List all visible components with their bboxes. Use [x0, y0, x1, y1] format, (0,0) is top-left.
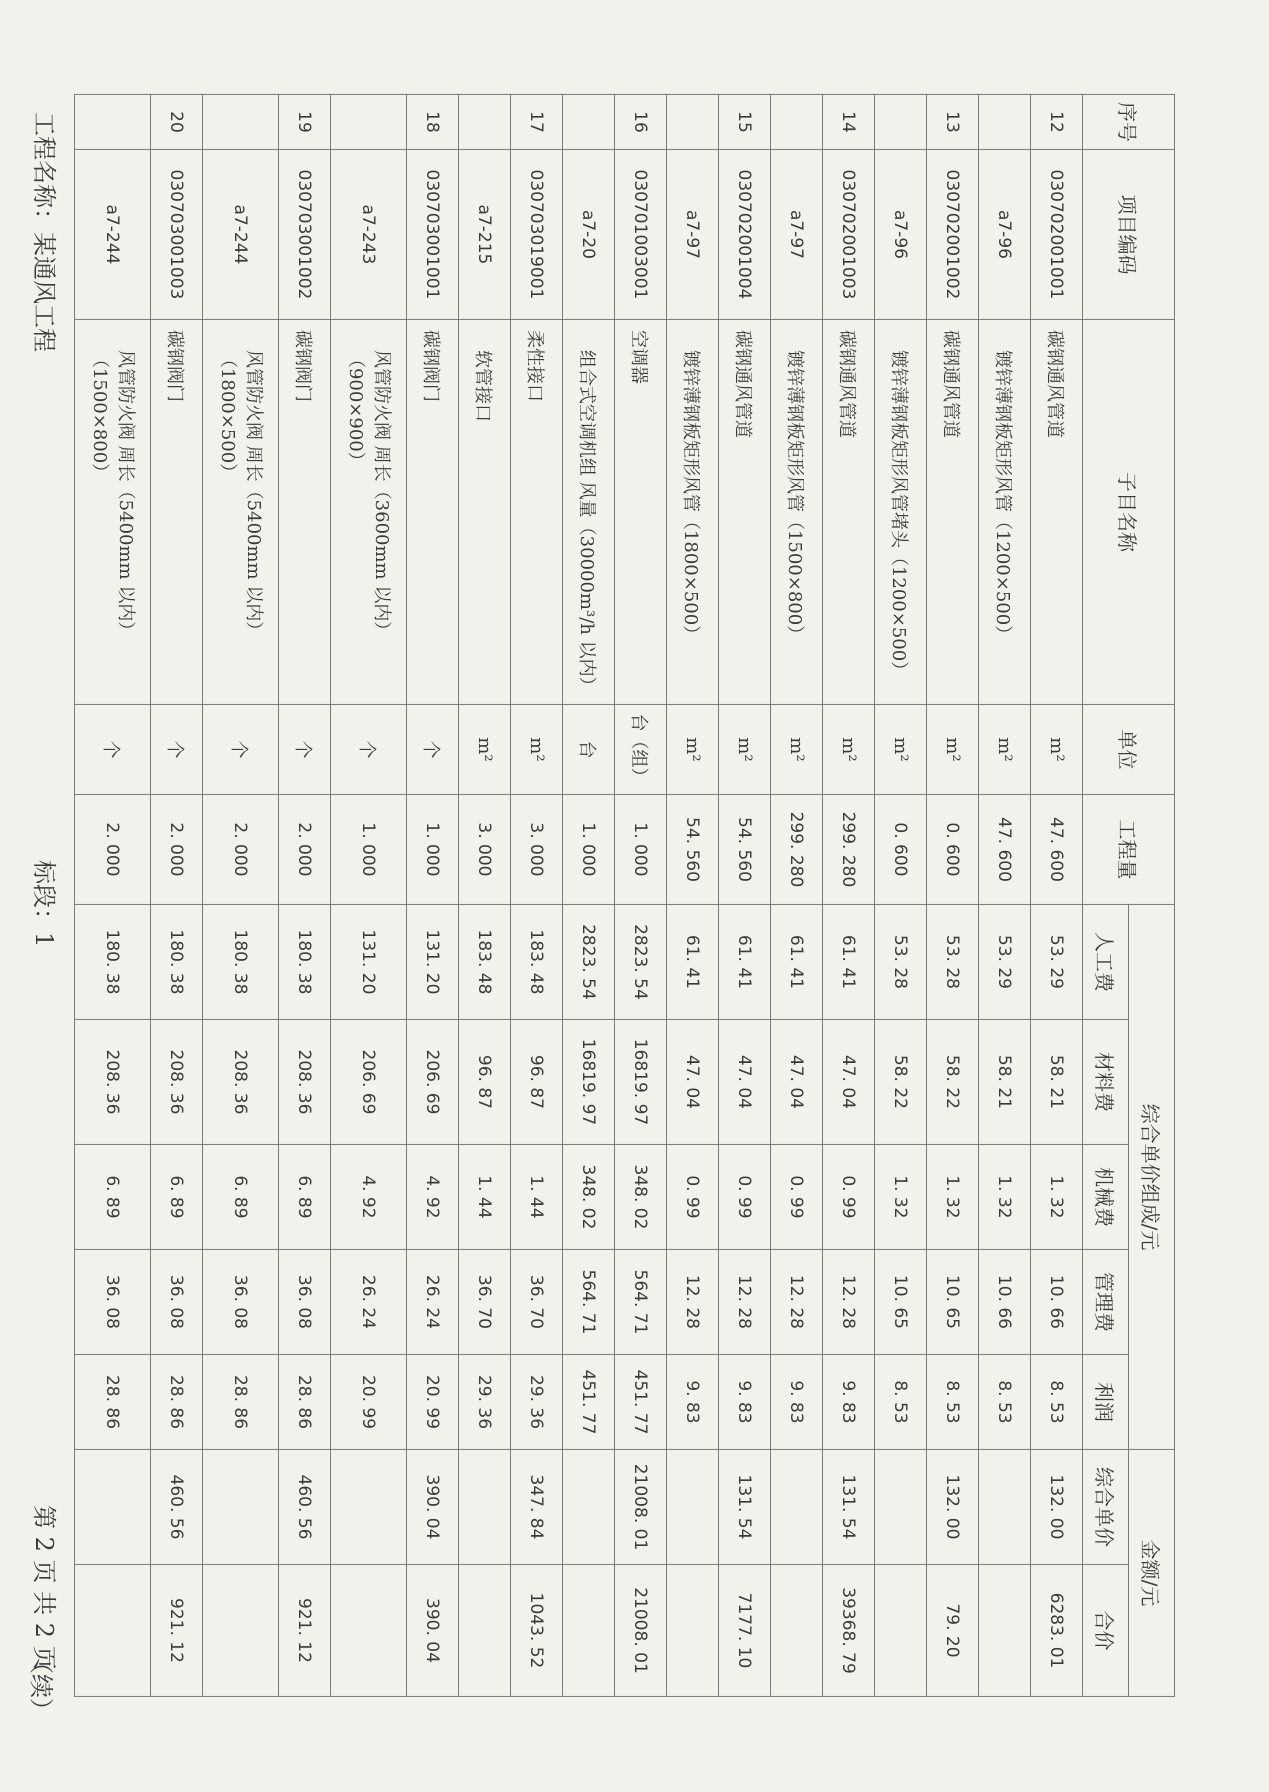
cell-name: 风管防火阀 周长（3600mm 以内）（900×900） [331, 319, 407, 704]
cell-seq: 16 [615, 94, 667, 149]
cell-code: 030702001002 [927, 149, 979, 319]
cell-labor: 131. 20 [407, 904, 459, 1019]
cell-name: 组合式空调机组 风量（30000m³/h 以内） [563, 319, 615, 704]
table-row [771, 94, 823, 1696]
table-row [667, 94, 719, 1696]
cell-material: 96. 87 [459, 1019, 511, 1144]
cell-machine: 0. 99 [823, 1144, 875, 1249]
cell-qty: 299. 280 [823, 794, 875, 904]
cell-machine: 6. 89 [203, 1144, 279, 1249]
cell-unit: m² [719, 704, 771, 794]
cell-name: 碳钢通风管道 [719, 319, 771, 704]
cell-machine: 0. 99 [771, 1144, 823, 1249]
cell-code: a7-96 [979, 149, 1031, 319]
cell-material: 47. 04 [667, 1019, 719, 1144]
cell-code: a7-244 [203, 149, 279, 319]
cell-seq: 12 [1031, 94, 1083, 149]
cell-labor: 53. 29 [979, 904, 1031, 1019]
cell-unit-price [331, 1450, 407, 1565]
cell-management: 36. 08 [203, 1249, 279, 1354]
cell-seq [459, 94, 511, 149]
col-name: 子目名称 [1083, 319, 1175, 704]
cell-unit-price [979, 1450, 1031, 1565]
cell-unit-price: 131. 54 [823, 1450, 875, 1565]
cell-labor: 2823. 54 [615, 904, 667, 1019]
table-row [719, 94, 771, 1696]
cell-total [75, 1565, 151, 1697]
cell-labor: 131. 20 [331, 904, 407, 1019]
cell-management: 10. 66 [979, 1249, 1031, 1354]
col-total: 合价 [1083, 1565, 1129, 1697]
cell-management: 12. 28 [771, 1249, 823, 1354]
cell-qty: 2. 000 [279, 794, 331, 904]
section-label: 标段：1 [30, 860, 58, 948]
cell-name: 镀锌薄钢板矩形风管（1200×500） [979, 319, 1031, 704]
cell-profit: 28. 86 [75, 1354, 151, 1449]
cell-total: 39368. 79 [823, 1565, 875, 1697]
cell-code: 030703001002 [279, 149, 331, 319]
cell-management: 12. 28 [719, 1249, 771, 1354]
pricing-table-wrapper [74, 95, 1162, 1697]
cell-seq [979, 94, 1031, 149]
cell-unit: 个 [151, 704, 203, 794]
cell-unit: m² [511, 704, 563, 794]
cell-profit: 20. 99 [407, 1354, 459, 1449]
cell-total [563, 1565, 615, 1697]
cell-material: 206. 69 [331, 1019, 407, 1144]
cell-unit-price: 460. 56 [151, 1450, 203, 1565]
cell-unit-price: 131. 54 [719, 1450, 771, 1565]
cell-unit-price [667, 1450, 719, 1565]
cell-machine: 4. 92 [407, 1144, 459, 1249]
cell-code: 030701003001 [615, 149, 667, 319]
cell-unit-price: 132. 00 [1031, 1450, 1083, 1565]
cell-seq [563, 94, 615, 149]
cell-seq: 19 [279, 94, 331, 149]
cell-unit: 个 [279, 704, 331, 794]
table-row [875, 94, 927, 1696]
cell-labor: 53. 29 [1031, 904, 1083, 1019]
cell-unit: m² [771, 704, 823, 794]
cell-seq [771, 94, 823, 149]
cell-name: 镀锌薄钢板矩形风管（1500×800） [771, 319, 823, 704]
cell-material: 208. 36 [75, 1019, 151, 1144]
col-management: 管理费 [1083, 1249, 1129, 1354]
cell-management: 36. 08 [279, 1249, 331, 1354]
table-row [75, 94, 151, 1696]
cell-name: 碳钢阀门 [279, 319, 331, 704]
table-row [407, 94, 459, 1696]
cell-material: 206. 69 [407, 1019, 459, 1144]
cell-labor: 53. 28 [927, 904, 979, 1019]
cell-unit: m² [459, 704, 511, 794]
cell-unit-price: 460. 56 [279, 1450, 331, 1565]
cell-unit-price: 390. 04 [407, 1450, 459, 1565]
cell-seq [203, 94, 279, 149]
cell-unit-price [771, 1450, 823, 1565]
cell-material: 47. 04 [719, 1019, 771, 1144]
cell-name: 软管接口 [459, 319, 511, 704]
cell-seq: 18 [407, 94, 459, 149]
col-material: 材料费 [1083, 1019, 1129, 1144]
cell-machine: 1. 32 [1031, 1144, 1083, 1249]
cell-machine: 348. 02 [615, 1144, 667, 1249]
cell-labor: 2823. 54 [563, 904, 615, 1019]
cell-profit: 9. 83 [823, 1354, 875, 1449]
cell-unit: 台 [563, 704, 615, 794]
page-number: 第 2 页 共 2 页 [30, 1505, 58, 1670]
col-machine: 机械费 [1083, 1144, 1129, 1249]
cell-seq [875, 94, 927, 149]
cell-machine: 0. 99 [667, 1144, 719, 1249]
cell-total [667, 1565, 719, 1697]
cell-profit: 29. 36 [459, 1354, 511, 1449]
cell-machine: 1. 44 [459, 1144, 511, 1249]
pricing-table [74, 94, 1175, 1697]
cell-management: 10. 65 [927, 1249, 979, 1354]
cell-unit-price: 347. 84 [511, 1450, 563, 1565]
cell-total: 921. 12 [151, 1565, 203, 1697]
cell-unit: 个 [203, 704, 279, 794]
col-amount: 金额/元 [1129, 1450, 1175, 1697]
cell-machine: 0. 99 [719, 1144, 771, 1249]
cell-code: a7-97 [667, 149, 719, 319]
cell-code: a7-215 [459, 149, 511, 319]
cell-total: 79. 20 [927, 1565, 979, 1697]
cell-management: 10. 65 [875, 1249, 927, 1354]
cell-qty: 3. 000 [511, 794, 563, 904]
table-row [927, 94, 979, 1696]
cell-seq: 14 [823, 94, 875, 149]
cell-name: 镀锌薄钢板矩形风管堵头（1200×500） [875, 319, 927, 704]
cell-management: 36. 70 [511, 1249, 563, 1354]
cell-machine: 6. 89 [279, 1144, 331, 1249]
cell-total [459, 1565, 511, 1697]
cell-labor: 180. 38 [203, 904, 279, 1019]
cell-total: 390. 04 [407, 1565, 459, 1697]
cell-machine: 4. 92 [331, 1144, 407, 1249]
cell-name: 风管防火阀 周长（5400mm 以内）（1500×800） [75, 319, 151, 704]
cell-qty: 299. 280 [771, 794, 823, 904]
cell-profit: 28. 86 [279, 1354, 331, 1449]
table-row [203, 94, 279, 1696]
cell-total: 21008. 01 [615, 1565, 667, 1697]
cell-seq: 13 [927, 94, 979, 149]
cell-profit: 28. 86 [151, 1354, 203, 1449]
cell-management: 36. 70 [459, 1249, 511, 1354]
cell-material: 58. 21 [979, 1019, 1031, 1144]
cell-qty: 1. 000 [563, 794, 615, 904]
cell-profit: 20. 99 [331, 1354, 407, 1449]
cell-code: a7-97 [771, 149, 823, 319]
cell-management: 12. 28 [823, 1249, 875, 1354]
cell-unit: 个 [331, 704, 407, 794]
cell-seq [75, 94, 151, 149]
cell-total [771, 1565, 823, 1697]
cell-profit: 9. 83 [719, 1354, 771, 1449]
cell-material: 47. 04 [823, 1019, 875, 1144]
table-row [331, 94, 407, 1696]
cell-machine: 1. 44 [511, 1144, 563, 1249]
table-row [279, 94, 331, 1696]
cell-qty: 0. 600 [927, 794, 979, 904]
cell-code: a7-243 [331, 149, 407, 319]
cell-management: 10. 66 [1031, 1249, 1083, 1354]
col-qty: 工程量 [1083, 794, 1175, 904]
cell-qty: 1. 000 [615, 794, 667, 904]
cell-name: 碳钢通风管道 [1031, 319, 1083, 704]
col-unit: 单位 [1083, 704, 1175, 794]
cell-machine: 348. 02 [563, 1144, 615, 1249]
cell-profit: 8. 53 [979, 1354, 1031, 1449]
cell-code: 030702001003 [823, 149, 875, 319]
cell-machine: 1. 32 [875, 1144, 927, 1249]
cell-machine: 1. 32 [979, 1144, 1031, 1249]
cell-qty: 1. 000 [407, 794, 459, 904]
cell-machine: 6. 89 [151, 1144, 203, 1249]
cell-qty: 54. 560 [667, 794, 719, 904]
cell-qty: 3. 000 [459, 794, 511, 904]
cell-labor: 61. 41 [771, 904, 823, 1019]
cell-management: 564. 71 [615, 1249, 667, 1354]
cell-unit-price: 132. 00 [927, 1450, 979, 1565]
cell-material: 208. 36 [203, 1019, 279, 1144]
cell-unit: 台（组） [615, 704, 667, 794]
cell-code: 030703019001 [511, 149, 563, 319]
table-row [563, 94, 615, 1696]
project-name: 工程名称：某通风工程 [30, 112, 58, 352]
cell-unit-price [459, 1450, 511, 1565]
cell-management: 26. 24 [331, 1249, 407, 1354]
cell-unit: 个 [407, 704, 459, 794]
cell-unit: m² [1031, 704, 1083, 794]
cell-name: 镀锌薄钢板矩形风管（1800×500） [667, 319, 719, 704]
cell-unit-price [203, 1450, 279, 1565]
col-composition: 综合单价组成/元 [1129, 904, 1175, 1449]
table-body [75, 94, 1083, 1696]
col-profit: 利润 [1083, 1354, 1129, 1449]
cell-labor: 53. 28 [875, 904, 927, 1019]
table-row [615, 94, 667, 1696]
cell-machine: 1. 32 [927, 1144, 979, 1249]
cell-name: 碳钢通风管道 [823, 319, 875, 704]
cell-code: 030702001004 [719, 149, 771, 319]
cell-total [875, 1565, 927, 1697]
continued-label: （续） [27, 1650, 55, 1722]
cell-qty: 54. 560 [719, 794, 771, 904]
cell-seq: 15 [719, 94, 771, 149]
cell-name: 空调器 [615, 319, 667, 704]
cell-qty: 2. 000 [151, 794, 203, 904]
cell-material: 16819. 97 [563, 1019, 615, 1144]
cell-material: 47. 04 [771, 1019, 823, 1144]
cell-name: 风管防火阀 周长（5400mm 以内）（1800×500） [203, 319, 279, 704]
cell-management: 26. 24 [407, 1249, 459, 1354]
cell-unit-price [563, 1450, 615, 1565]
cell-material: 58. 22 [927, 1019, 979, 1144]
cell-unit: m² [823, 704, 875, 794]
cell-material: 96. 87 [511, 1019, 563, 1144]
cell-code: a7-20 [563, 149, 615, 319]
table-row [979, 94, 1031, 1696]
cell-total [331, 1565, 407, 1697]
cell-material: 208. 36 [151, 1019, 203, 1144]
cell-seq [331, 94, 407, 149]
cell-qty: 2. 000 [203, 794, 279, 904]
cell-profit: 451. 77 [615, 1354, 667, 1449]
cell-profit: 9. 83 [667, 1354, 719, 1449]
cell-material: 58. 22 [875, 1019, 927, 1144]
table-row [823, 94, 875, 1696]
cell-name: 碳钢阀门 [151, 319, 203, 704]
cell-unit-price [875, 1450, 927, 1565]
cell-material: 208. 36 [279, 1019, 331, 1144]
cell-labor: 61. 41 [667, 904, 719, 1019]
cell-management: 12. 28 [667, 1249, 719, 1354]
cell-total: 1043. 52 [511, 1565, 563, 1697]
col-unit-price: 综合单价 [1083, 1450, 1129, 1565]
cell-unit: m² [927, 704, 979, 794]
cell-seq: 20 [151, 94, 203, 149]
cell-labor: 180. 38 [151, 904, 203, 1019]
cell-qty: 0. 600 [875, 794, 927, 904]
cell-code: 030703001001 [407, 149, 459, 319]
cell-labor: 180. 38 [75, 904, 151, 1019]
cell-total [203, 1565, 279, 1697]
cell-unit: m² [979, 704, 1031, 794]
cell-unit-price: 21008. 01 [615, 1450, 667, 1565]
cell-name: 碳钢通风管道 [927, 319, 979, 704]
cell-name: 碳钢阀门 [407, 319, 459, 704]
cell-qty: 1. 000 [331, 794, 407, 904]
cell-code: a7-96 [875, 149, 927, 319]
cell-profit: 8. 53 [1031, 1354, 1083, 1449]
col-code: 项目编码 [1083, 149, 1175, 319]
col-labor: 人工费 [1083, 904, 1129, 1019]
cell-qty: 47. 600 [1031, 794, 1083, 904]
cell-profit: 8. 53 [875, 1354, 927, 1449]
cell-profit: 451. 77 [563, 1354, 615, 1449]
cell-labor: 180. 38 [279, 904, 331, 1019]
cell-total: 6283. 01 [1031, 1565, 1083, 1697]
cell-profit: 29. 36 [511, 1354, 563, 1449]
cell-name: 柔性接口 [511, 319, 563, 704]
cell-unit: m² [667, 704, 719, 794]
cell-unit: 个 [75, 704, 151, 794]
cell-total [979, 1565, 1031, 1697]
cell-qty: 2. 000 [75, 794, 151, 904]
cell-total: 921. 12 [279, 1565, 331, 1697]
cell-management: 36. 08 [75, 1249, 151, 1354]
cell-seq [667, 94, 719, 149]
table-row [151, 94, 203, 1696]
table-row [1031, 94, 1083, 1696]
cell-labor: 183. 48 [459, 904, 511, 1019]
cell-labor: 61. 41 [719, 904, 771, 1019]
cell-profit: 8. 53 [927, 1354, 979, 1449]
cell-labor: 61. 41 [823, 904, 875, 1019]
table-row [459, 94, 511, 1696]
cell-unit: m² [875, 704, 927, 794]
col-seq: 序号 [1083, 94, 1175, 149]
cell-management: 564. 71 [563, 1249, 615, 1354]
cell-management: 36. 08 [151, 1249, 203, 1354]
cell-code: a7-244 [75, 149, 151, 319]
table-row [511, 94, 563, 1696]
cell-qty: 47. 600 [979, 794, 1031, 904]
cell-profit: 28. 86 [203, 1354, 279, 1449]
cell-seq: 17 [511, 94, 563, 149]
cell-unit-price [75, 1450, 151, 1565]
cell-labor: 183. 48 [511, 904, 563, 1019]
cell-material: 58. 21 [1031, 1019, 1083, 1144]
cell-total: 7177. 10 [719, 1565, 771, 1697]
cell-machine: 6. 89 [75, 1144, 151, 1249]
cell-profit: 9. 83 [771, 1354, 823, 1449]
cell-code: 030703001003 [151, 149, 203, 319]
cell-code: 030702001001 [1031, 149, 1083, 319]
cell-material: 16819. 97 [615, 1019, 667, 1144]
